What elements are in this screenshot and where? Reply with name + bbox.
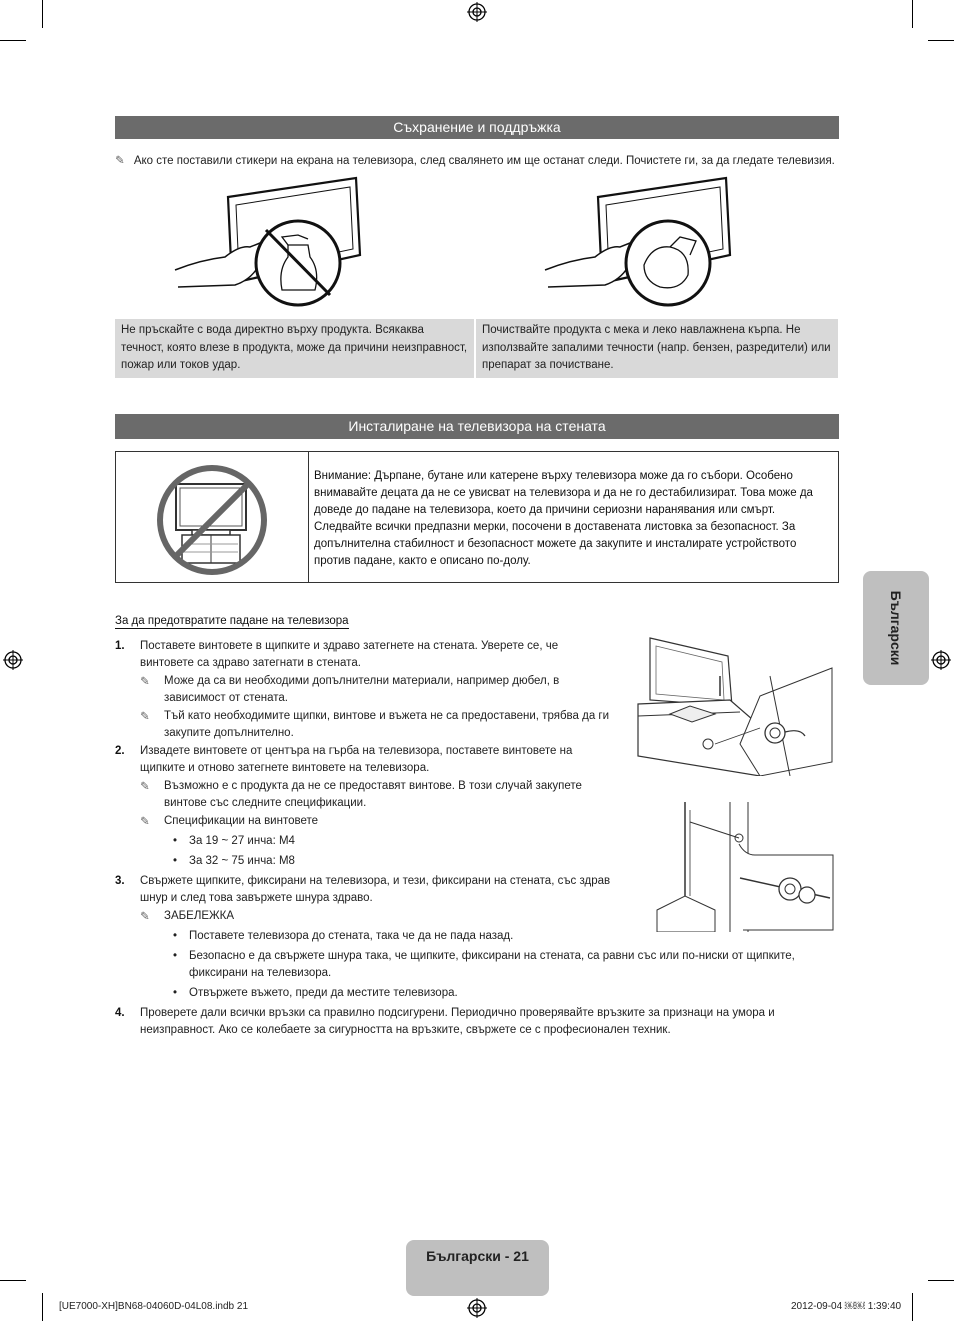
pencil-icon: ✎ [115,153,125,167]
pencil-icon: ✎ [140,814,150,828]
note-text: Спецификации на винтовете [164,815,319,827]
warning-box [115,451,839,583]
step-number: 4. [115,1007,125,1019]
step-text: Поставете винтовете в щипките и здраво затегнете на стената. Уверете се, че винтовете са здраво затегнати в стената. [140,640,559,669]
sticker-note-text: Ако сте поставили стикери на екрана на телевизора, след свалянето им ще останат следи. Почистете ги, за да гледате телевизия. [133,155,835,167]
page-label: Български - 21 [426,1248,529,1264]
list-item [115,778,615,812]
step-number: 1. [115,640,125,652]
crop-mark [0,1280,26,1281]
warning-image-cell [116,452,309,582]
caption-no-spray: Не пръскайте с вода директно върху продукта. Всякаква течност, която влезе в продукта, може да причини неизправност, пожар или токов удар. [115,319,474,378]
no-climbing-icon [156,464,268,576]
note-text: Възможно е с продукта да не се предоставят винтове. В този случай закупете винтове със следните спецификации. [164,780,582,809]
pencil-icon: ✎ [140,674,150,688]
page-number-tab [406,1240,549,1296]
caption-soft-cloth: Почиствайте продукта с мека и леко навлажнена кърпа. Не използвайте запалими течности (напр. бензен, разредители) или препарат за почистване. [476,319,838,378]
side-tab-label: Български [888,590,904,666]
section-title-storage: Съхранение и поддръжка [115,116,839,139]
section-title-wall-install: Инсталиране на телевизора на стената [115,414,839,439]
sticker-note [115,153,839,167]
bullet-icon: • [173,855,178,867]
pencil-icon: ✎ [140,779,150,793]
step-text: Свържете щипките, фиксирани на телевизора, и тези, фиксирани на стената, със здрав шнур и след това завържете шнура здраво. [140,875,611,904]
crop-mark [42,1293,43,1321]
tv-back-clip-illustration [620,636,835,776]
registration-mark-icon [931,650,951,670]
language-side-tab [863,571,929,685]
crop-mark [928,1280,954,1281]
list-item [115,638,615,672]
bullet-icon: • [173,930,178,942]
footer-timestamp: 2012-09-04 ￼￼ 1:39:40 [791,1301,902,1312]
crop-mark [42,0,43,28]
list-item [115,833,615,850]
bullet-icon: • [173,987,178,999]
step-number: 3. [115,875,125,887]
list-item [115,708,615,742]
list-item [115,853,615,870]
registration-mark-icon [3,650,23,670]
bullet-icon: • [173,950,178,962]
soft-cloth-illustration [540,175,740,310]
no-spray-illustration [170,175,370,310]
crop-mark [0,40,26,41]
bullet-icon: • [173,835,178,847]
pencil-icon: ✎ [140,909,150,923]
bullet-text: Поставете телевизора до стената, така че да не пада назад. [189,930,514,942]
crop-mark [928,40,954,41]
bullet-text: Безопасно е да свържете шнура така, че щипките, фиксирани на стената, са равни със или по-ниски от щипките, фиксирани на телевизора. [189,950,795,979]
list-item [115,873,615,907]
spec-text: За 19 ~ 27 инча: M4 [189,835,295,847]
bullet-text: Отвържете въжето, преди да местите телевизора. [189,987,458,999]
note-label: ЗАБЕЛЕЖКА [164,910,235,922]
list-item [115,1005,839,1039]
list-item [115,673,615,707]
pencil-icon: ✎ [140,709,150,723]
registration-mark-icon [467,2,487,22]
crop-mark [912,1293,913,1321]
wall-cord-illustration [655,800,835,932]
step-number: 2. [115,745,125,757]
procedure-heading: За да предотвратите падане на телевизора [115,615,349,627]
spec-text: За 32 ~ 75 инча: M8 [189,855,295,867]
note-text: Тъй като необходимите щипки, винтове и въжета не са предоставени, трябва да ги закупите допълнително. [164,710,610,739]
list-item [115,948,839,982]
note-text: Може да са ви необходими допълнителни материали, например дюбел, в зависимост от стената. [164,675,560,704]
crop-mark [912,0,913,28]
step-text: Проверете дали всички връзки са правилно подсигурени. Периодично проверявайте връзките за признаци на умора и неизправност. Ако се колебаете за сигурността на връзките, свържете се с професионален техник. [140,1007,775,1036]
step-text: Извадете винтовете от центъра на гърба на телевизора, поставете винтовете на щипките и отново затегнете винтовете на телевизора. [140,745,573,774]
registration-mark-icon [467,1298,487,1318]
list-item [115,813,615,830]
warning-text: Внимание: Дърпане, бутане или катерене върху телевизора може да го събори. Особено внимавайте децата да не се увисват на телевизора и да не го дестабилизират. Това може да доведе до падане на телевизора, което да причини сериозни наранявания или смърт. Следвайте всички предпазни мерки, посочени в доставената листовка за безопасност. За допълнителна стабилност и безопасност можете да закупите и инсталирате устройството против падане, както е описано по-долу. [314,470,813,567]
footer-file-info: [UE7000-XH]BN68-04060D-04L08.indb 21 [59,1301,249,1312]
list-item [115,985,839,1002]
list-item [115,743,615,777]
